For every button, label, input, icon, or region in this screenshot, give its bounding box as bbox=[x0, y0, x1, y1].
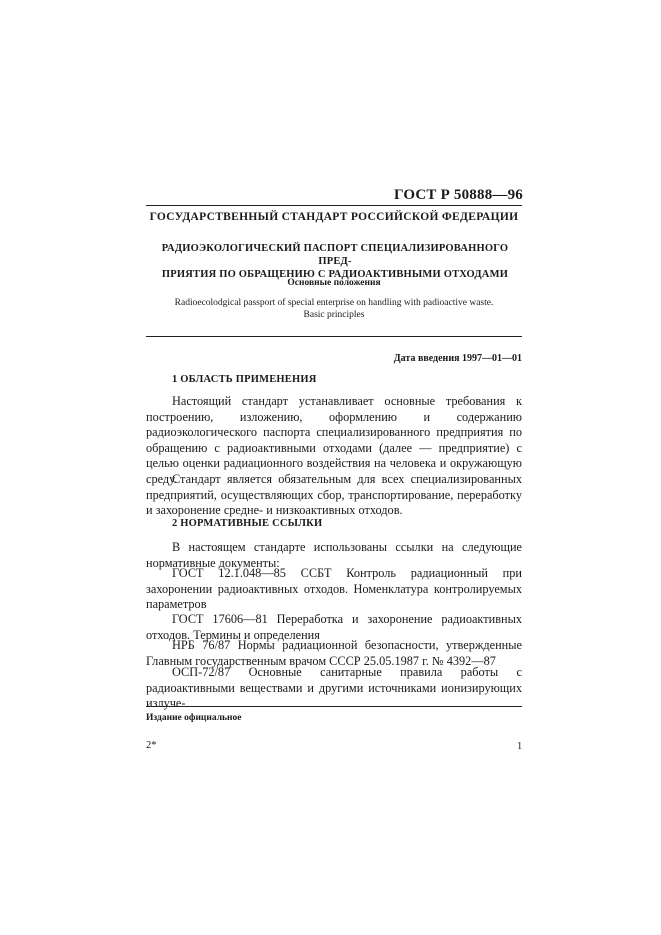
signature-mark: 2* bbox=[146, 740, 157, 751]
edition-label: Издание официальное bbox=[146, 713, 242, 723]
page-number: 1 bbox=[517, 741, 523, 752]
introduction-date: Дата введения 1997—01—01 bbox=[393, 353, 522, 364]
paragraph: Стандарт является обязательным для всех специализированных предприятий, осуществляющих сбор, транспортирование, переработку и захоронение средне- и низкоактивных отходов. bbox=[146, 472, 522, 518]
paragraph: Настоящий стандарт устанавливает основные требования к построению, изложению, оформлению и содержанию радиоэкологического паспорта специализированного предприятия по обращению с радиоактивными отходами (далее — предприятие) с целью оценки радиационного воздействия на человека и окружающую среду. bbox=[146, 394, 522, 486]
document-title bbox=[150, 242, 520, 281]
english-title bbox=[146, 297, 522, 321]
paragraph: ГОСТ 17606—81 Переработка и захоронение радиоактивных отходов. Термины и определения bbox=[146, 612, 522, 642]
footer-divider bbox=[146, 706, 522, 707]
paragraph: ОСП-72/87 Основные санитарные правила работы с радиоактивными веществами и другими источниками ионизирующих излуче- bbox=[146, 665, 522, 711]
paragraph: ГОСТ 12.1.048—85 ССБТ Контроль радиационный при захоронении радиоактивных отходов. Номенклатура контролируемых параметров bbox=[146, 566, 522, 612]
title-line: РАДИОЭКОЛОГИЧЕСКИЙ ПАСПОРТ СПЕЦИАЛИЗИРОВАННОГО ПРЕД- bbox=[161, 243, 509, 267]
header-divider bbox=[146, 205, 522, 206]
paragraph: НРБ 76/87 Нормы радиационной безопасности, утвержденные Главным государственным врачом СССР 25.05.1987 г. № 4392—87 bbox=[146, 638, 522, 668]
section-heading: 2 НОРМАТИВНЫЕ ССЫЛКИ bbox=[172, 518, 323, 529]
title-line: ПРИЯТИЯ ПО ОБРАЩЕНИЮ С РАДИОАКТИВНЫМИ ОТХОДАМИ bbox=[161, 269, 509, 280]
title-divider bbox=[146, 336, 522, 337]
english-title-line: Basic principles bbox=[303, 310, 365, 320]
section-heading: 1 ОБЛАСТЬ ПРИМЕНЕНИЯ bbox=[172, 374, 317, 385]
document-number: ГОСТ Р 50888—96 bbox=[393, 187, 523, 203]
paragraph: В настоящем стандарте использованы ссылки на следующие нормативные документы: bbox=[146, 540, 522, 570]
document-subtitle: Основные положения bbox=[287, 278, 381, 288]
english-title-line: Radioecolodgical passport of special enterprise on handling with padioactive waste. bbox=[174, 298, 494, 308]
standard-name: ГОСУДАРСТВЕННЫЙ СТАНДАРТ РОССИЙСКОЙ ФЕДЕРАЦИИ bbox=[149, 211, 519, 223]
